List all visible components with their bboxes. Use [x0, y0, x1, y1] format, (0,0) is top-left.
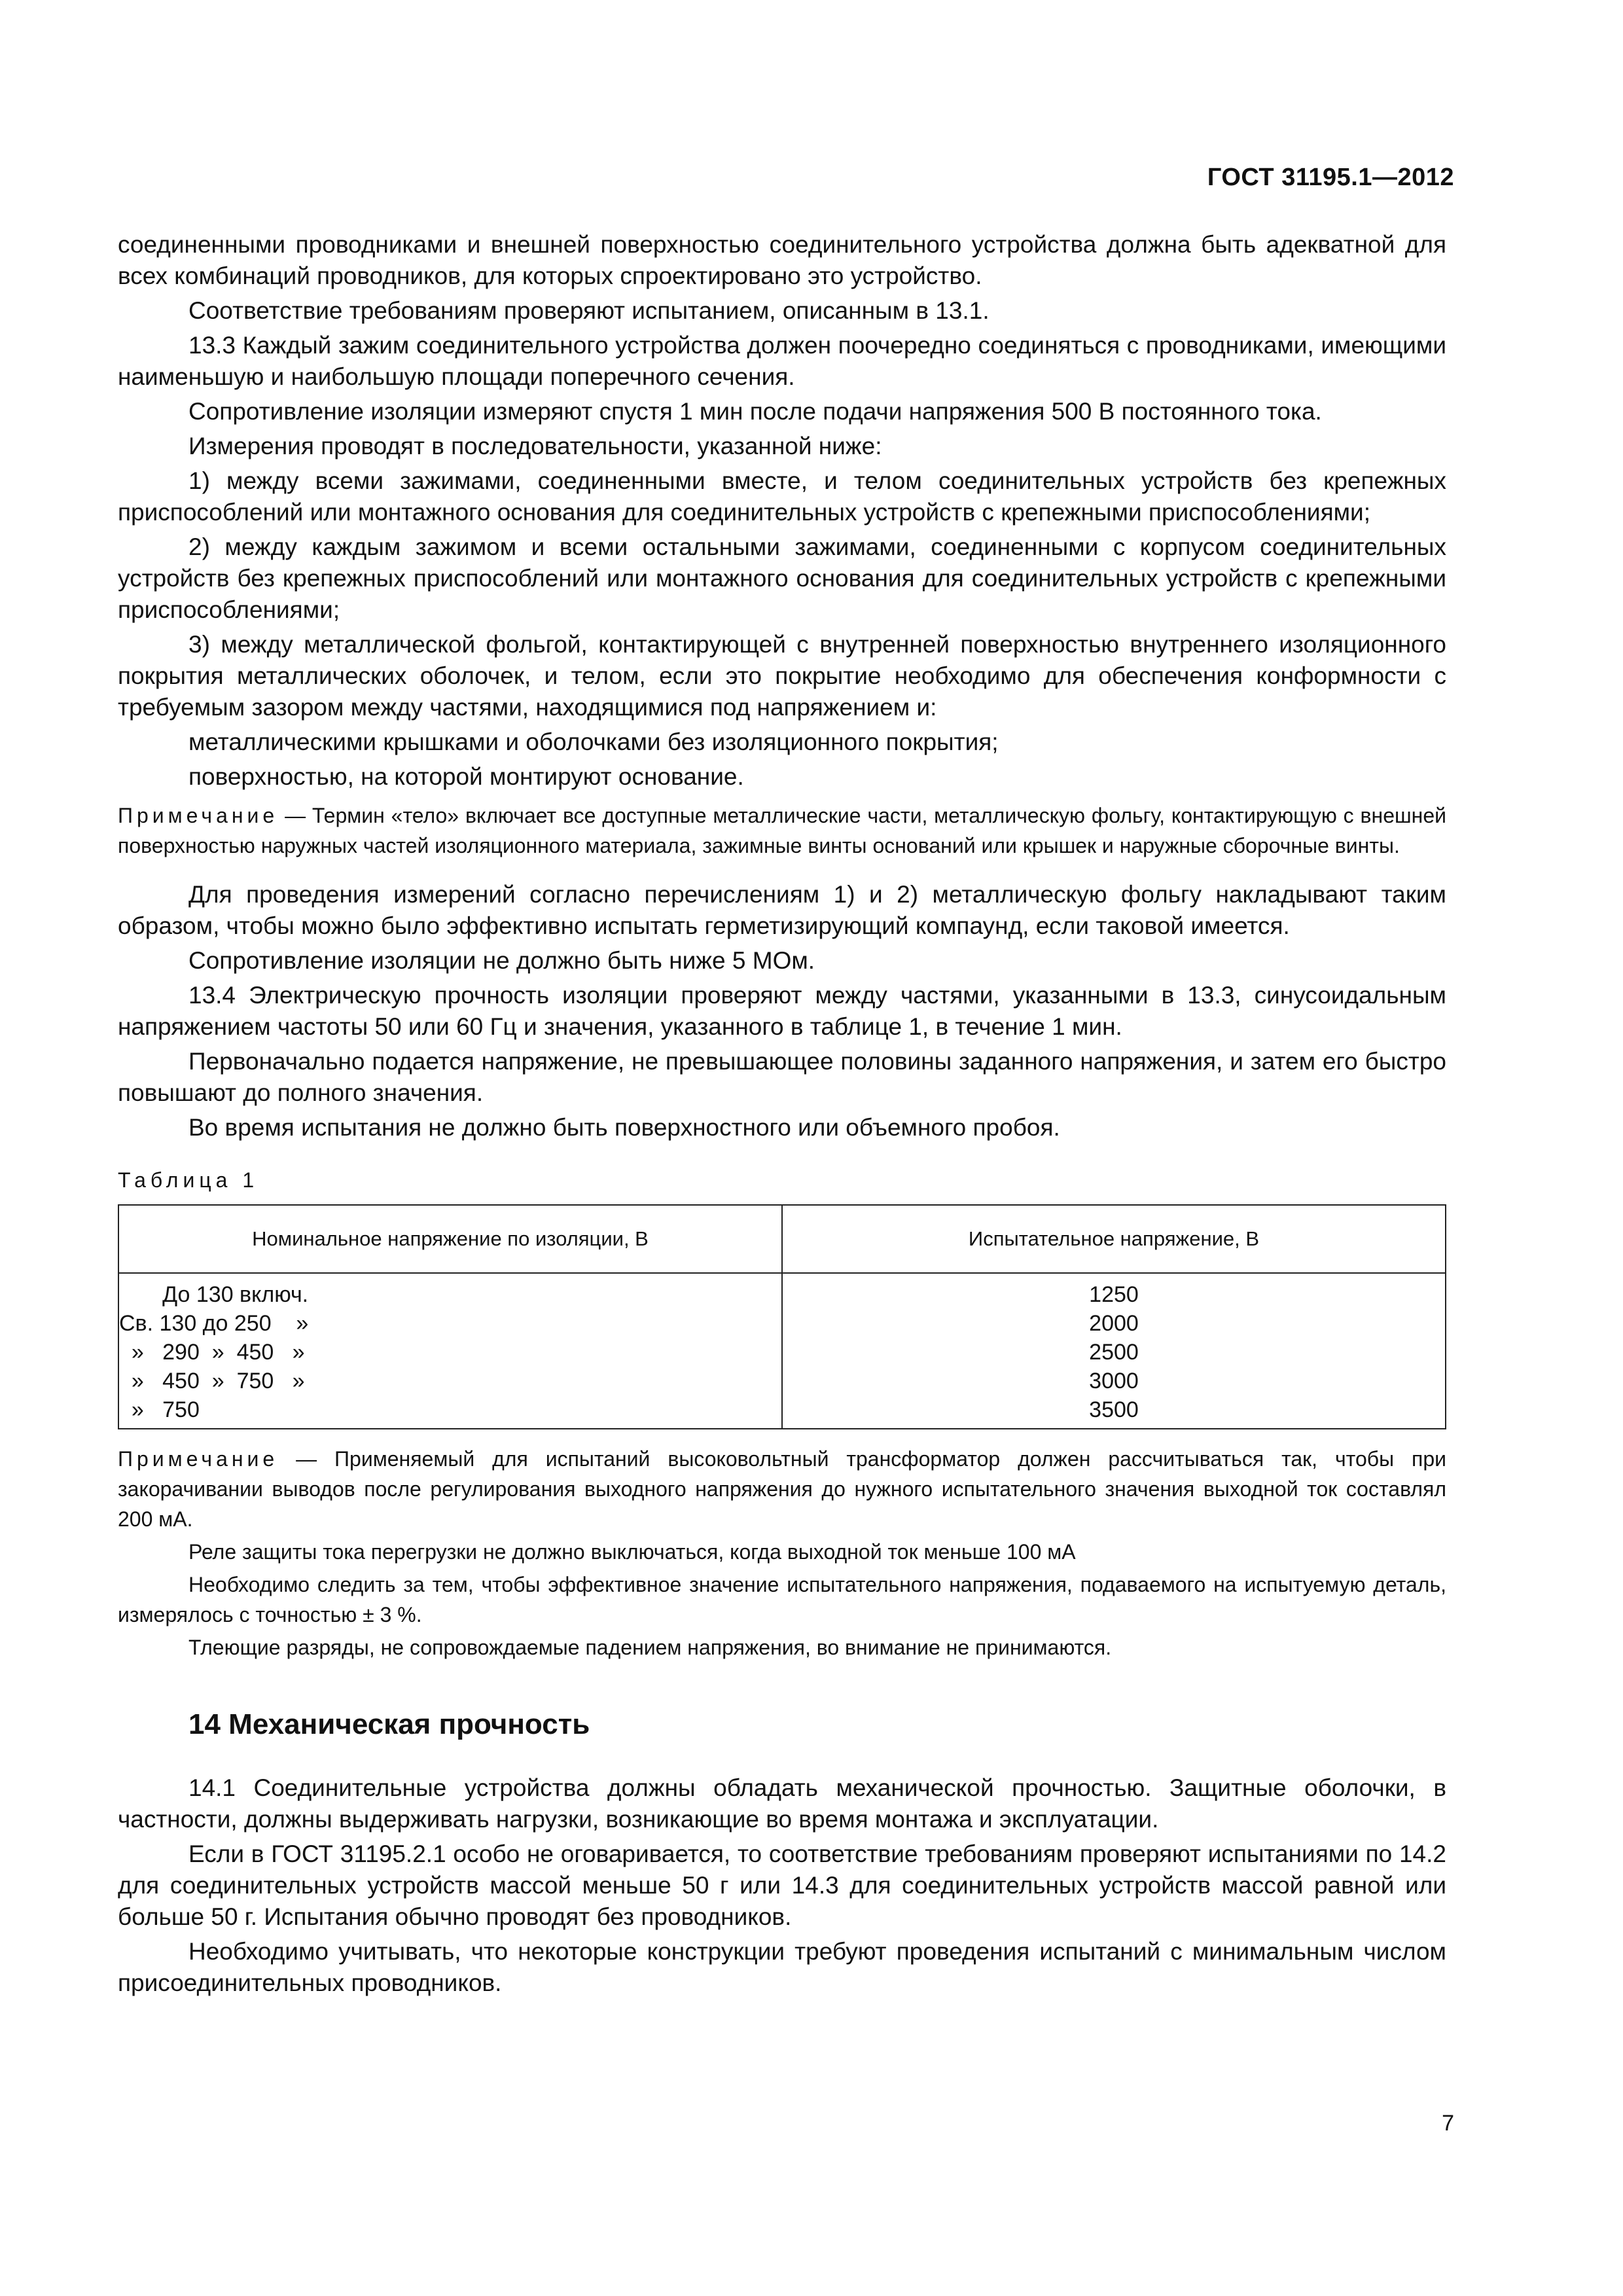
paragraph: соединенными проводниками и внешней поверхностью соединительного устройства должна быть адекватной для всех комбинаций проводников, для которых спроектировано это устройство. — [118, 231, 1446, 289]
note-1 — [118, 800, 1446, 861]
column-header-test-voltage: Испытательное напряжение, В — [782, 1205, 1446, 1273]
test-voltage-value: 1250 — [1089, 1282, 1139, 1307]
test-voltage-value: 2500 — [1089, 1340, 1139, 1365]
paragraph: Необходимо учитывать, что некоторые конструкции требуют проведения испытаний с минимальным числом присоединительных проводников. — [118, 1938, 1446, 1996]
note-2 — [118, 1444, 1446, 1534]
rated-voltage-cell — [118, 1273, 782, 1429]
note-continuation: Необходимо следить за тем, чтобы эффективное значение испытательного напряжения, подаваемого на испытуемую деталь, измерялось с точностью ± 3 %. — [118, 1573, 1446, 1626]
paragraph: 13.3 Каждый зажим соединительного устройства должен поочередно соединяться с проводниками, имеющими наименьшую и наибольшую площади поперечного сечения. — [118, 332, 1446, 390]
list-item: 3) между металлической фольгой, контактирующей с внутренней поверхностью внутреннего изоляционного покрытия металлических оболочек, и телом, если это покрытие необходимо для обеспечения конформности с требуемым зазором между частями, находящимися под напряжением и: — [118, 631, 1446, 721]
rated-voltage-value: » 450 » 750 » — [119, 1369, 305, 1393]
page-number: 7 — [1442, 2111, 1454, 2136]
paragraph: 14.1 Соединительные устройства должны обладать механической прочностью. Защитные оболочки, в частности, должны выдерживать нагрузки, возникающие во время монтажа и эксплуатации. — [118, 1774, 1446, 1833]
note-label: Примечание — [118, 1447, 279, 1471]
list-sub-item: металлическими крышками и оболочками без изоляционного покрытия; — [188, 728, 999, 755]
document-code-header: ГОСТ 31195.1—2012 — [1207, 164, 1454, 191]
note-text: — Термин «тело» включает все доступные металлические части, металлическую фольгу, контактирующую с внешней поверхностью наружных частей изоляционного материала, зажимные винты оснований или крышек и наружные сборочные винты. — [118, 804, 1446, 857]
paragraph: Сопротивление изоляции не должно быть ниже 5 МОм. — [188, 947, 815, 974]
note-label: Примечание — [118, 804, 279, 827]
paragraph: Если в ГОСТ 31195.2.1 особо не оговаривается, то соответствие требованиям проверяют испытаниями по 14.2 для соединительных устройств массой меньше 50 г или 14.3 для соединительных устройств массой равной или больше 50 г. Испытания обычно проводят без проводников. — [118, 1840, 1446, 1930]
rated-voltage-value: » 290 » 450 » — [119, 1340, 305, 1365]
column-header-rated-voltage: Номинальное напряжение по изоляции, В — [118, 1205, 782, 1273]
list-item: 1) между всеми зажимами, соединенными вместе, и телом соединительных устройств без крепежных приспособлений или монтажного основания для соединительных устройств с крепежными приспособлениями; — [118, 467, 1446, 526]
test-voltage-value: 3500 — [1089, 1397, 1139, 1422]
list-item: 2) между каждым зажимом и всеми остальными зажимами, соединенными с корпусом соединительных устройств без крепежных приспособлений или монтажного основания для соединительных устройств с крепежными приспособлениями; — [118, 533, 1446, 623]
table-row — [118, 1273, 1446, 1429]
paragraph: Первоначально подается напряжение, не превышающее половины заданного напряжения, и затем его быстро повышают до полного значения. — [118, 1048, 1446, 1106]
paragraph: Во время испытания не должно быть поверхностного или объемного пробоя. — [188, 1114, 1060, 1141]
note-continuation: Реле защиты тока перегрузки не должно выключаться, когда выходной ток меньше 100 мА — [188, 1540, 1076, 1564]
rated-voltage-value: » 750 — [119, 1397, 200, 1422]
table-header-row — [118, 1205, 1446, 1273]
paragraph: Сопротивление изоляции измеряют спустя 1 мин после подачи напряжения 500 В постоянного тока. — [188, 398, 1322, 425]
voltage-table — [118, 1204, 1446, 1429]
paragraph: Соответствие требованиям проверяют испытанием, описанным в 13.1. — [188, 297, 990, 324]
test-voltage-value: 2000 — [1089, 1311, 1139, 1336]
rated-voltage-value: Св. 130 до 250 » — [119, 1311, 309, 1336]
list-sub-item: поверхностью, на которой монтируют основание. — [188, 763, 744, 790]
table-caption: Таблица 1 — [118, 1168, 259, 1192]
rated-voltage-value: До 130 включ. — [119, 1282, 309, 1307]
section-title: 14 Механическая прочность — [188, 1708, 590, 1740]
note-continuation: Тлеющие разряды, не сопровождаемые падением напряжения, во внимание не принимаются. — [188, 1636, 1112, 1659]
page-content — [118, 229, 1446, 2002]
note-text: — Применяемый для испытаний высоковольтный трансформатор должен рассчитываться так, чтобы при закорачивании выводов после регулирования выходного напряжения до нужного испытательного значения выходной ток составлял 200 мА. — [118, 1447, 1446, 1531]
test-voltage-cell — [782, 1273, 1446, 1429]
paragraph: 13.4 Электрическую прочность изоляции проверяют между частями, указанными в 13.3, синусоидальным напряжением частоты 50 или 60 Гц и значения, указанного в таблице 1, в течение 1 мин. — [118, 982, 1446, 1040]
paragraph: Для проведения измерений согласно перечислениям 1) и 2) металлическую фольгу накладывают таким образом, чтобы можно было эффективно испытать герметизирующий компаунд, если таковой имеется. — [118, 881, 1446, 939]
test-voltage-value: 3000 — [1089, 1369, 1139, 1393]
paragraph: Измерения проводят в последовательности, указанной ниже: — [188, 433, 882, 459]
